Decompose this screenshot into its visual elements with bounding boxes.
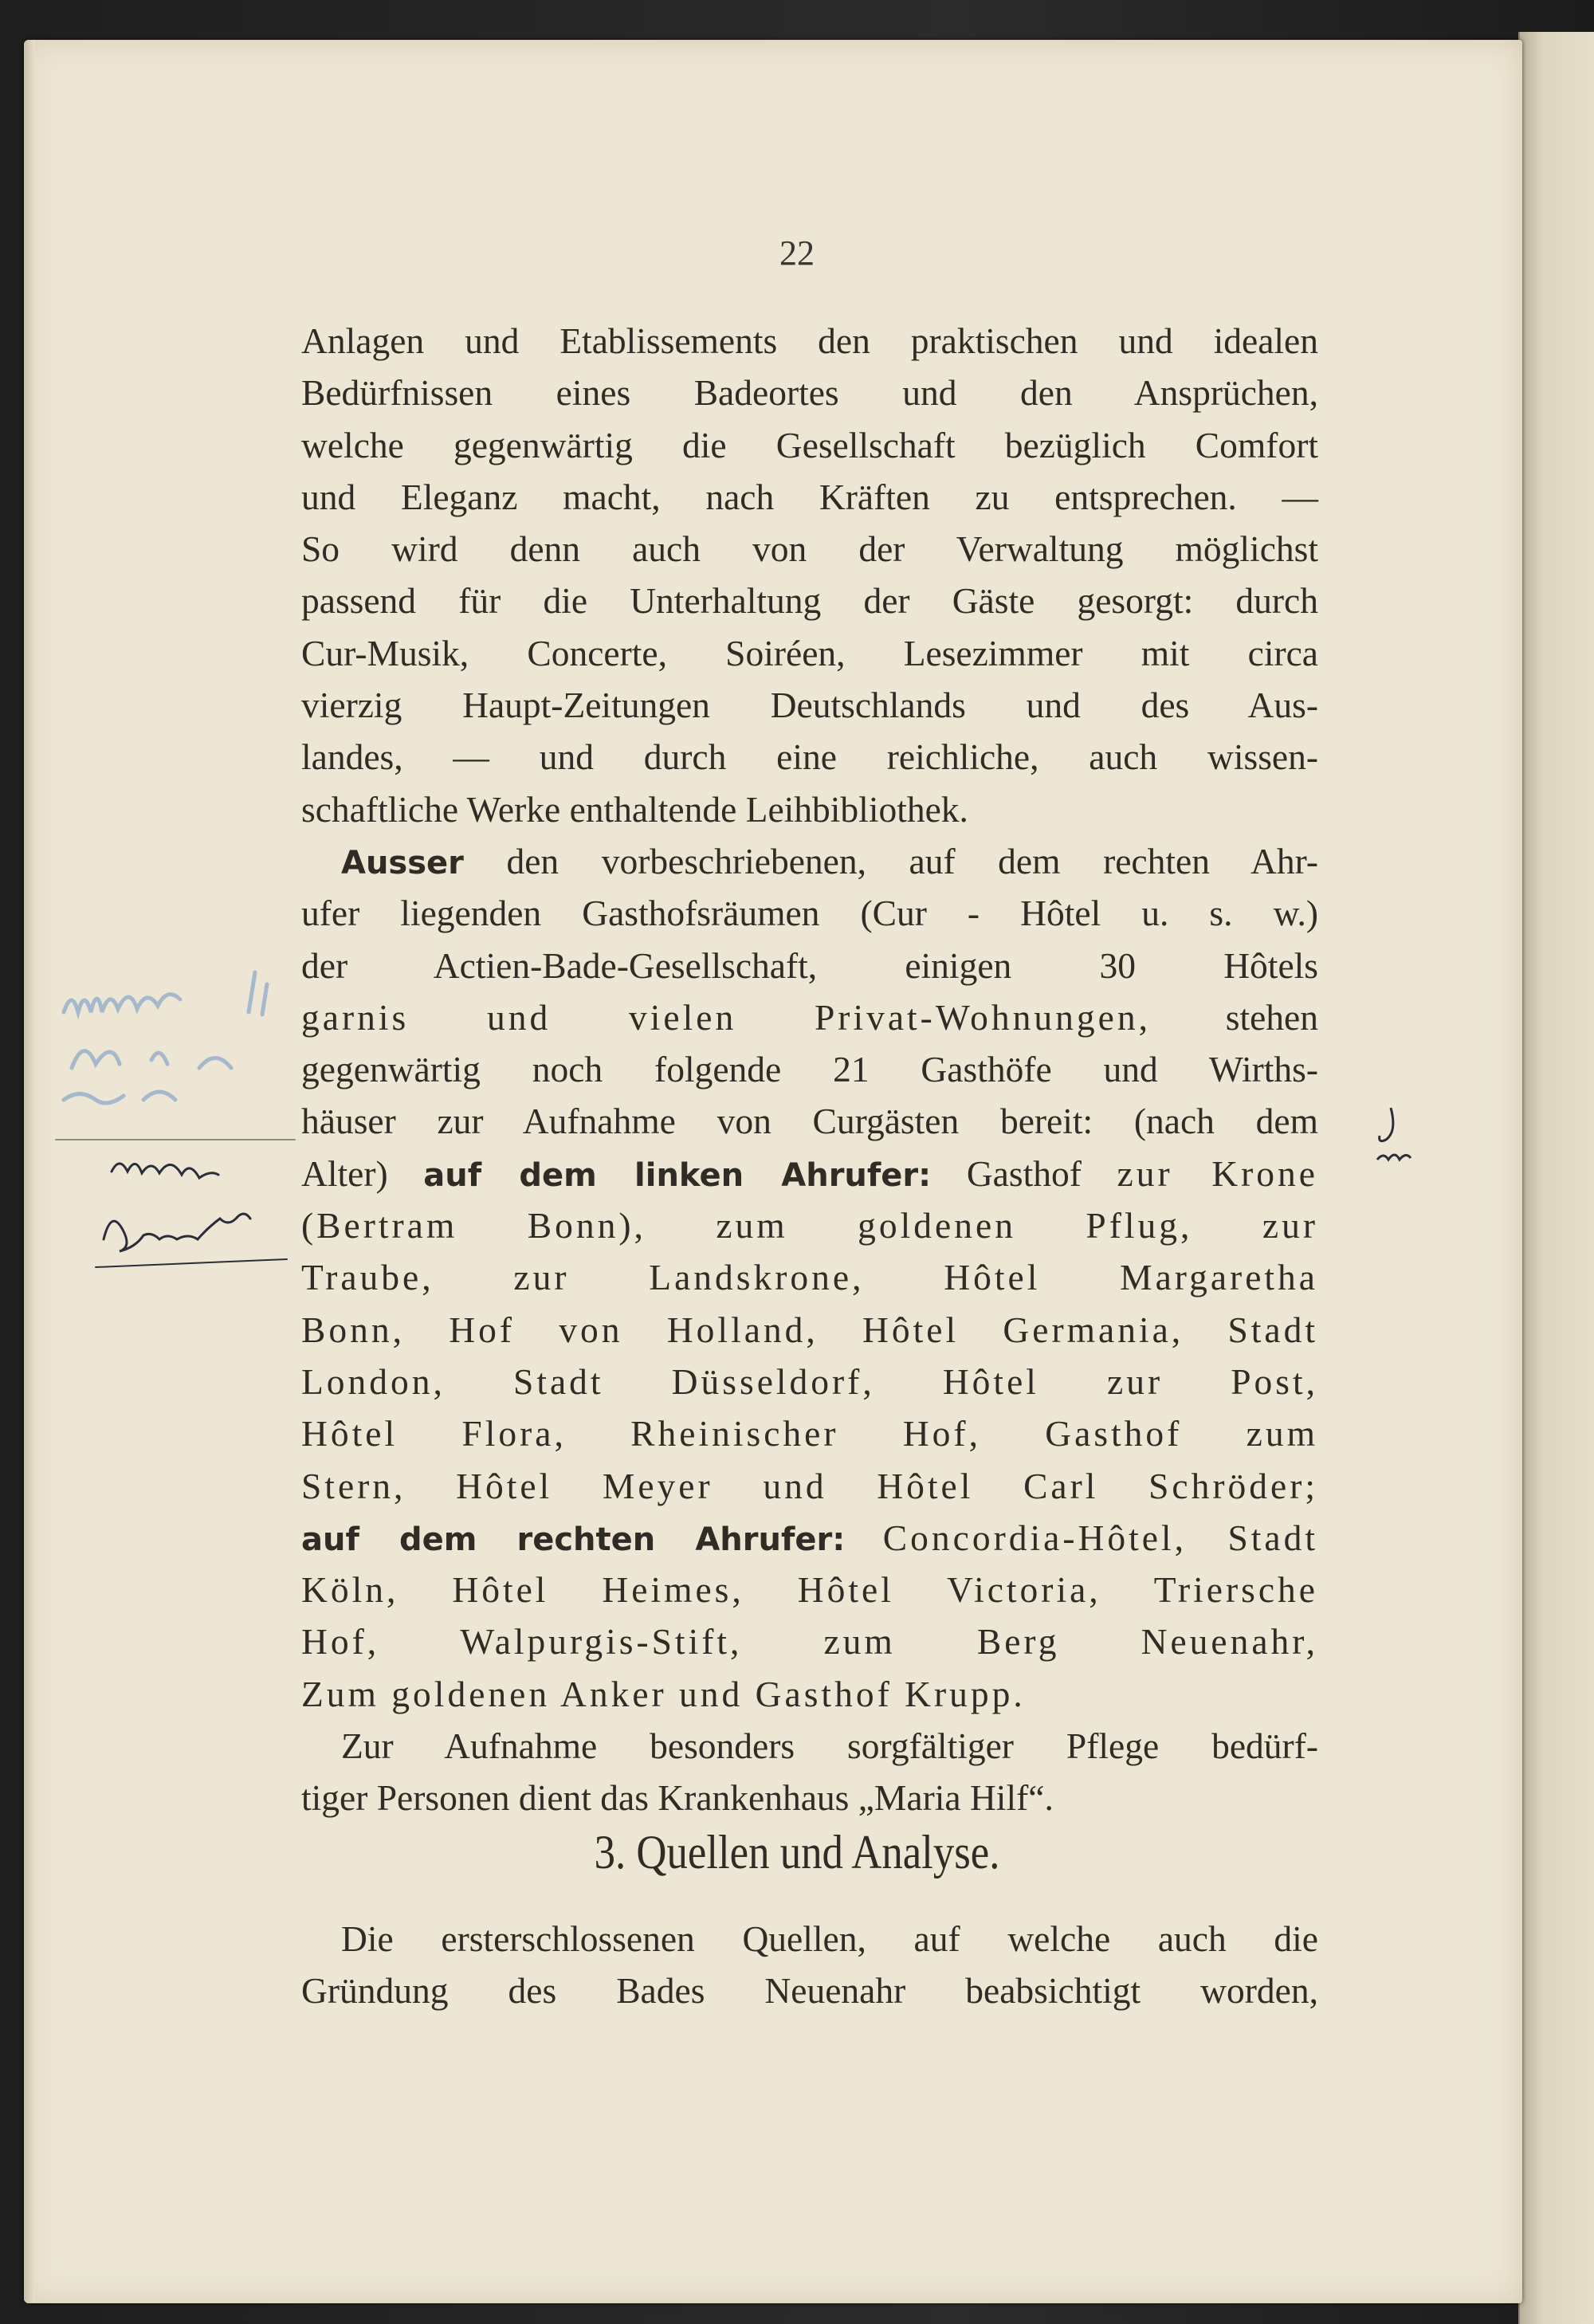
text-line: Hôtel Flora, Rheinischer Hof, Gasthof zum [301, 1413, 1318, 1454]
page-text-continued [301, 1913, 1318, 2017]
adjacent-page-edge [1518, 32, 1594, 2324]
text-line [301, 991, 1318, 1043]
text-line: Köln, Hôtel Heimes, Hôtel Victoria, Triersche [301, 1569, 1318, 1611]
text-span: Gasthof [966, 1152, 1082, 1194]
text-line: passend für die Unterhaltung der Gäste gesorgt: durch [301, 580, 1318, 622]
text-line: häuser zur Aufnahme von Curgästen bereit: (nach dem [301, 1101, 1318, 1142]
spaced-text: Concordia-Hôtel, Stadt [882, 1517, 1319, 1558]
ink-annotation [56, 1140, 295, 1267]
pencil-scribble [64, 972, 267, 1103]
text-line: Stern, Hôtel Meyer und Hôtel Carl Schröder; [301, 1465, 1318, 1506]
section-heading: 3. Quellen und Analyse. [594, 1826, 1000, 1878]
text-line: gegenwärtig noch folgende 21 Gasthöfe und Wirths- [301, 1049, 1318, 1090]
page-number: 22 [779, 234, 815, 273]
text-line: Zum goldenen Anker und Gasthof Krupp. [301, 1673, 1026, 1714]
text-line: So wird denn auch von der Verwaltung möglichst [301, 528, 1318, 570]
text-span: Alter) [301, 1152, 388, 1194]
text-line [301, 835, 1318, 887]
text-line: Cur-Musik, Concerte, Soiréen, Lesezimmer mit circa [301, 632, 1318, 673]
spaced-text: zur Krone [1117, 1152, 1318, 1194]
margin-annotations [48, 940, 303, 1291]
text-line: Die ersterschlossenen Quellen, auf welche auch die [341, 1918, 1318, 1959]
ink-hook-mark [1380, 1108, 1393, 1141]
text-line: tiger Personen dient das Krankenhaus „Maria Hilf“. [301, 1777, 1054, 1819]
text-line: (Bertram Bonn), zum goldenen Pflug, zur [301, 1205, 1318, 1246]
text-line: Bonn, Hof von Holland, Hôtel Germania, Stadt [301, 1309, 1318, 1350]
text-line: Hof, Walpurgis-Stift, zum Berg Neuenahr, [301, 1621, 1318, 1663]
text-line: ufer liegenden Gasthofsräumen (Cur - Hôtel u. s. w.) [301, 893, 1318, 934]
text-line: welche gegenwärtig die Gesellschaft bezüglich Comfort [301, 424, 1318, 465]
text-line: und Eleganz macht, nach Kräften zu entsprechen. — [301, 476, 1318, 517]
ink-wave-mark [1377, 1155, 1411, 1160]
text-line: London, Stadt Düsseldorf, Hôtel zur Post, [301, 1360, 1318, 1402]
text-line: landes, — und durch eine reichliche, auch wissen- [301, 736, 1318, 778]
bold-heading-phrase: auf dem linken Ahrufer: [423, 1156, 932, 1194]
text-span: stehen [1225, 996, 1319, 1038]
text-line: schaftliche Werke enthaltende Leihbibliothek. [301, 788, 968, 830]
spaced-text: garnis und vielen Privat-Wohnungen, [301, 996, 1151, 1038]
right-margin-annotation [1371, 1100, 1419, 1188]
text-line: Bedürfnissen eines Badeortes und den Ansprüchen, [301, 372, 1318, 414]
bold-heading-phrase: auf dem rechten Ahrufer: [301, 1521, 846, 1558]
text-line: Zur Aufnahme besonders sorgfältiger Pflege bedürf- [341, 1725, 1318, 1767]
text-line: der Actien-Bade-Gesellschaft, einigen 30 Hôtels [301, 944, 1318, 986]
text-line: Traube, zur Landskrone, Hôtel Margaretha [301, 1257, 1318, 1298]
text-line: Anlagen und Etablissements den praktischen und idealen [301, 320, 1318, 361]
text-span: den vorbeschriebenen, auf dem rechten Ahr- [506, 840, 1319, 881]
text-line [301, 1148, 1318, 1199]
page-text [301, 315, 1318, 1824]
emphasis-word: Ausser [341, 844, 464, 881]
text-line [301, 1512, 1318, 1564]
text-line: Gründung des Bades Neuenahr beabsichtigt worden, [301, 1970, 1318, 2012]
text-line: vierzig Haupt-Zeitungen Deutschlands und des Aus- [301, 685, 1318, 726]
